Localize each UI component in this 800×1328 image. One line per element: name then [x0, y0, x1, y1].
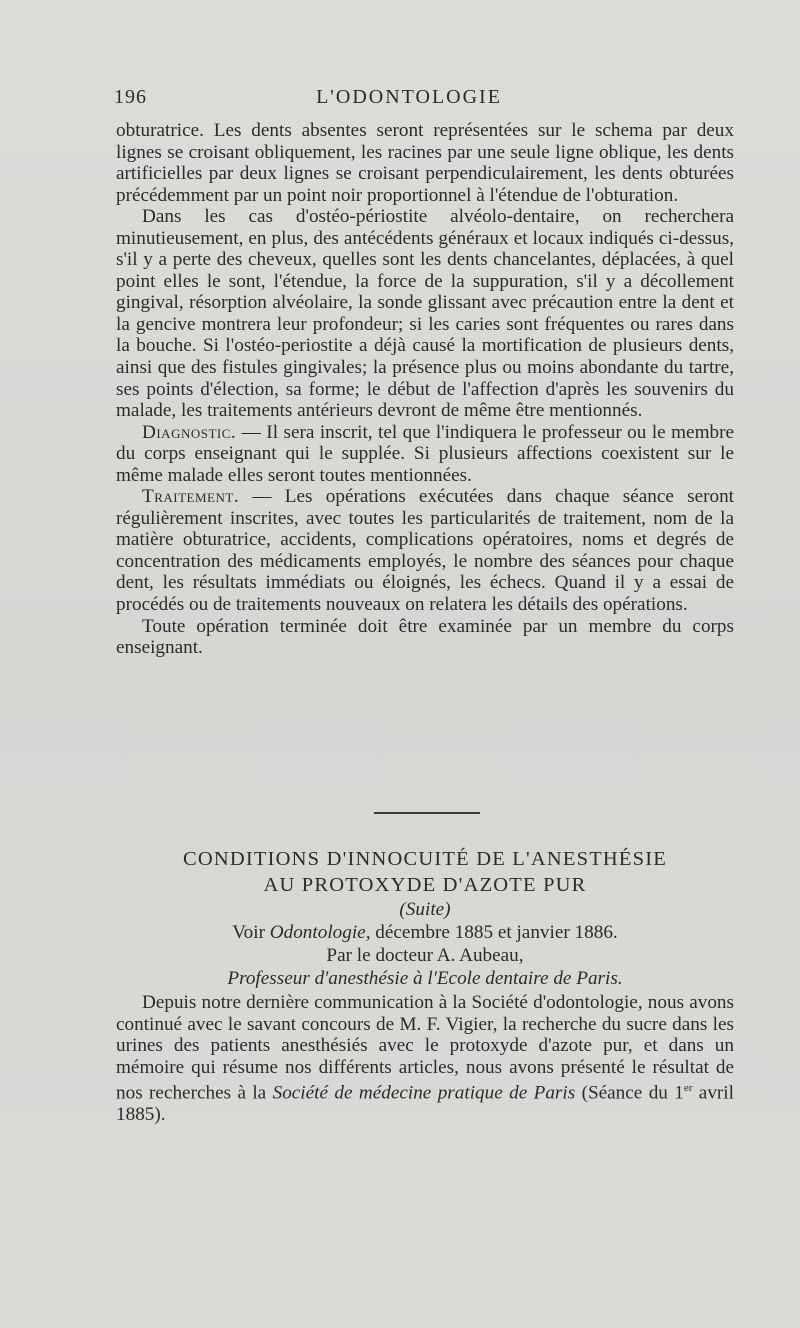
article-paragraph-date: avril 1885). — [116, 1082, 734, 1126]
diagnostic-heading: Diagnostic. — [142, 421, 237, 443]
article-title-line2: AU PROTOXYDE D'AZOTE PUR — [263, 874, 587, 896]
reference-journal: Odontologie, — [269, 922, 371, 943]
ordinal-superscript: er — [683, 1082, 693, 1095]
body-text — [116, 120, 734, 659]
section-divider — [374, 812, 480, 814]
page-number: 196 — [114, 86, 147, 108]
traitement-heading: Traitement. — [142, 486, 240, 508]
paragraph-diagnostic — [116, 422, 734, 487]
article-paragraph-end: (Séance du 1 — [575, 1082, 684, 1104]
article-reference — [116, 921, 734, 944]
article-affiliation: Professeur d'anesthésie à l'Ecole dentaire de Paris. — [227, 968, 623, 989]
diagnostic-text: — Il sera inscrit, tel que l'indiquera le professeur ou le membre du corps enseignant qui le supplée. Si plusieurs affections coexistent sur le même malade elles seront toutes mentionnées. — [116, 421, 734, 486]
article-suite: (Suite) — [399, 899, 451, 920]
society-name: Société de médecine pratique de Paris — [272, 1082, 576, 1104]
paragraph-osteo-periostite: Dans les cas d'ostéo-périostite alvéolo-dentaire, on recherchera minutieusement, en plus, des antécédents généraux et locaux indiqués ci-dessus, s'il y a perte des cheveux, quelles sont les dents chancelantes, déplacées, à quel point elles le sont, l'étendue, la force de la suppuration, s'il y a décollement gingival, résorption alvéolaire, la sonde glissant avec précaution entre la dent et la gencive montrera leur profondeur; si les caries sont fréquentes ou rares dans la bouche. Si l'ostéo-periostite a déjà causé la mortification de plusieurs dents, ainsi que des fistules gingivales; la présence plus ou moins abondante du tartre, ses points d'élection, sa forme; le début de l'affection d'après les souvenirs du malade, les traitements antérieurs devront de même être mentionnés. — [116, 206, 734, 422]
paragraph-obturatrice: obturatrice. Les dents absentes seront représentées sur le schema par deux lignes se croisant obliquement, les racines par une seule ligne oblique, les dents artificielles par deux lignes se croisant perpendiculairement, les dents obturées précédemment par un point noir proportionnel à l'étendue de l'obturation. — [116, 120, 734, 206]
reference-prefix: Voir — [232, 922, 270, 943]
reference-dates: décembre 1885 et janvier 1886. — [370, 922, 618, 943]
article-section — [116, 846, 734, 1126]
article-author: Par le docteur A. Aubeau, — [326, 945, 524, 966]
article-paragraph-text: Depuis notre dernière communication à la Société d'odontologie, nous avons continué avec le savant concours de M. F. Vigier, la recherche du sucre dans les urines des patients anesthésiés avec le protoxyde d'azote pur, et dans un mémoire qui résume nos différents articles, nous avons présenté le résultat de nos recherches à la — [116, 992, 734, 1104]
paragraph-operation: Toute opération terminée doit être examinée par un membre du corps enseignant. — [116, 615, 734, 659]
article-title-line1: CONDITIONS D'INNOCUITÉ DE L'ANESTHÉSIE — [182, 848, 667, 870]
paragraph-traitement — [116, 486, 734, 615]
traitement-text: — Les opérations exécutées dans chaque séance seront régulièrement inscrites, avec toutes les particularités de traitement, nom de la matière obturatrice, accidents, complications opératoires, noms et degrés de concentration des médicaments employés, le nombre des séances pour chaque dent, les résultats immédiats ou éloignés, les échecs. Quand il y a essai de procédés ou de traitements nouveaux on relatera les détails des opérations. — [116, 486, 734, 616]
running-title: L'ODONTOLOGIE — [316, 86, 502, 108]
page-header — [114, 86, 704, 112]
article-paragraph — [116, 992, 734, 1126]
